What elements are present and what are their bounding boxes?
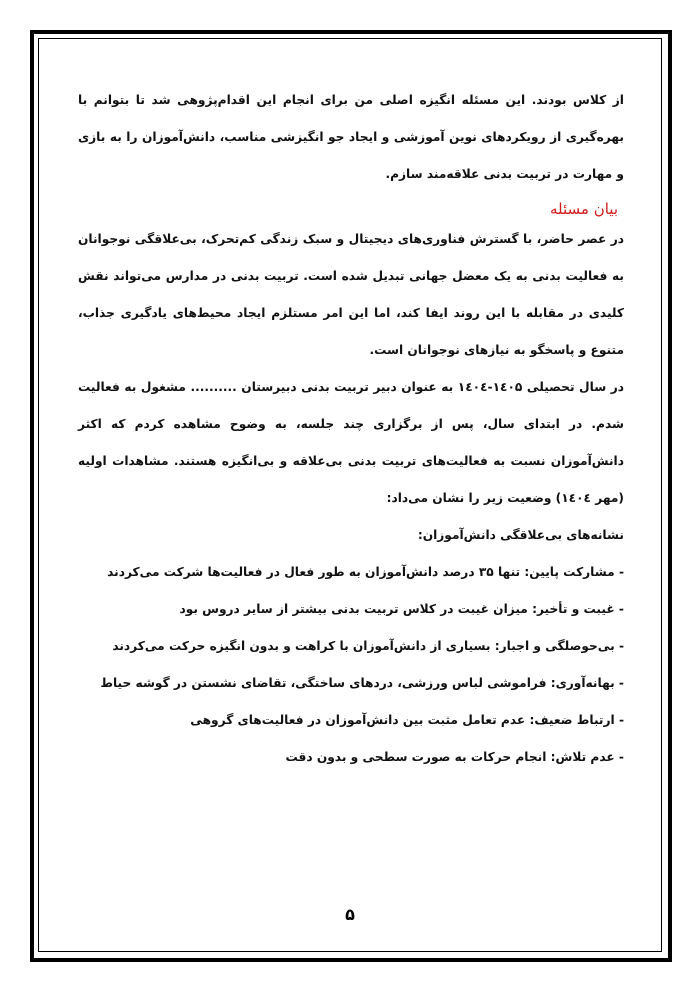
problem-paragraph-1: در عصر حاضر، با گسترش فناوری‌های دیجیتال و سبک زندگی کم‌تحرک، بی‌علاقگی نوجوانان به فعالیت بدنی به یک معضل جهانی تبدیل شده است. تربیت بدنی در مدارس می‌تواند نقش کلیدی در مقابله با این روند ایفا کند، اما این امر مستلزم ایجاد محیط‌های یادگیری جذاب، متنوع و پاسخگو به نیازهای نوجوانان است. [78, 232, 624, 357]
list-item: - بهانه‌آوری: فراموشی لباس ورزشی، دردهای ساختگی، تقاضای نشستن در گوشه حیاط [100, 676, 624, 690]
page-number: ۵ [345, 905, 355, 924]
list-item: - غیبت و تأخیر: میزان غیبت در کلاس تربیت بدنی بیشتر از سایر دروس بود [179, 602, 624, 616]
list-item: - عدم تلاش: انجام حرکات به صورت سطحی و بدون دقت [285, 750, 624, 764]
list-item: - مشارکت پایین: تنها ۳۵ درصد دانش‌آموزان به طور فعال در فعالیت‌ها شرکت می‌کردند [107, 565, 624, 579]
symptoms-list [78, 554, 624, 776]
problem-paragraph-2: در سال تحصیلی ۱٤۰۵-۱٤۰٤ به عنوان دبیر تربیت بدنی دبیرستان .......... مشغول به فعالیت شدم. در ابتدای سال، پس از برگزاری چند جلسه، به وضوح مشاهده کردم که اکثر دانش‌آموزان نسبت به فعالیت‌های تربیت بدنی بی‌علاقه و بی‌انگیزه هستند. مشاهدات اولیه (مهر ۱٤۰٤) وضعیت زیر را نشان می‌داد: [78, 380, 624, 505]
list-item: - بی‌حوصلگی و اجبار: بسیاری از دانش‌آموزان با کراهت و بدون انگیزه حرکت می‌کردند [112, 639, 624, 653]
intro-paragraph: از کلاس بودند. این مسئله انگیزه اصلی من برای انجام این اقدام‌پژوهی شد تا بتوانم با بهره‌گیری از رویکردهای نوین آموزشی و ایجاد جو انگیزشی مناسب، دانش‌آموزان را به بازی و مهارت در تربیت بدنی علاقه‌مند سازم. [78, 93, 624, 181]
section-heading: بیان مسئله [549, 200, 618, 218]
list-item: - ارتباط ضعیف: عدم تعامل مثبت بین دانش‌آموزان در فعالیت‌های گروهی [190, 713, 624, 727]
page-content [78, 82, 624, 776]
symptoms-list-title: نشانه‌های بی‌علاقگی دانش‌آموزان: [417, 528, 624, 542]
